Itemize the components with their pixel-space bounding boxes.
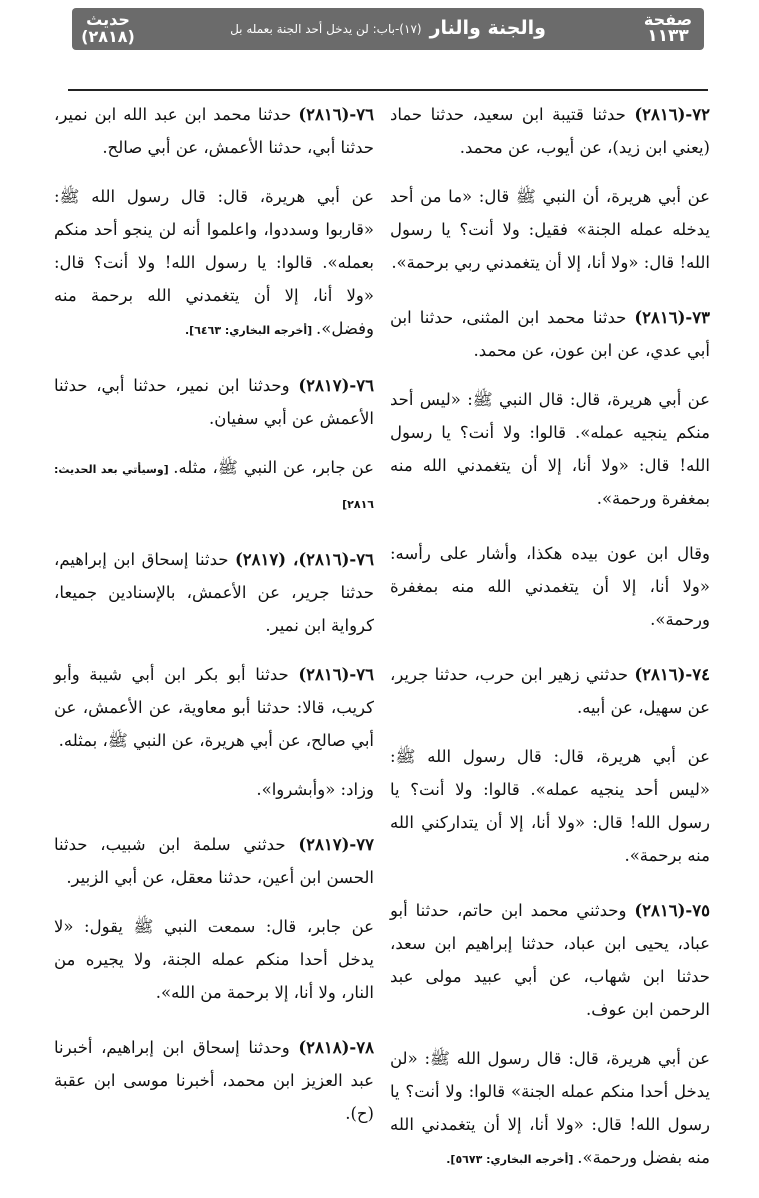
hadith-number: ٧٨-(٢٨١٨) [298, 1038, 374, 1057]
hadith-isnad [54, 543, 374, 642]
hadith-number-box [72, 12, 144, 46]
hadith-body: عن أبي هريرة، قال: قال رسول الله ﷺ: «قاربوا وسددوا، واعلموا أنه لن ينجو أحد منكم بعمله». قالوا: يا رسول الله! ولا أنت؟ قال: «ولا أنا، إلا أن يتغمدني الله برحمة منه وفضل». [54, 187, 374, 338]
page-number: ١١٣٣ [647, 26, 689, 47]
hadith-text [390, 180, 710, 279]
hadith-body: حدثنا قتيبة ابن سعيد، حدثنا حماد (يعني ابن زيد)، عن أيوب، عن محمد. [390, 105, 710, 157]
hadith-isnad [54, 828, 374, 894]
hadith-number: ٧٤-(٢٨١٦) [634, 665, 710, 684]
hadith-text [390, 537, 710, 636]
chapter-title: (١٧)-باب: لن يدخل أحد الجنة بعمله بل [230, 21, 422, 36]
hadith-number: ٧٦-(٢٨١٦)، (٢٨١٧) [234, 550, 375, 569]
hadith-body: حدثني سلمة ابن شبيب، حدثنا الحسن ابن أعين، حدثنا معقل، عن أبي الزبير. [54, 835, 374, 887]
hadith-text [54, 451, 374, 521]
hadith-text [54, 180, 374, 347]
hadith-text [390, 383, 710, 515]
right-column [390, 98, 710, 1198]
hadith-number: ٧٥-(٢٨١٦) [634, 901, 710, 920]
header-bar [72, 8, 704, 50]
hadith-body: عن أبي هريرة، أن النبي ﷺ قال: «ما من أحد يدخله عمله الجنة» فقيل: ولا أنت؟ يا رسول الله! قال: «ولا أنا، إلا أن يتغمدني ربي برحمة». [390, 187, 710, 272]
hadith-isnad [54, 98, 374, 164]
page-header [72, 8, 704, 88]
header-rule [68, 89, 708, 91]
hadith-body: وحدثني محمد ابن حاتم، حدثنا أبو عباد، يحيى ابن عباد، حدثنا إبراهيم ابن سعد، حدثنا ابن شهاب، عن أبي عبيد مولى عبد الرحمن ابن عوف. [390, 901, 710, 1019]
hadith-label: حديث [86, 10, 130, 30]
hadith-text [54, 910, 374, 1009]
hadith-body: حدثنا أبو بكر ابن أبي شيبة وأبو كريب، قالا: حدثنا أبو معاوية، عن الأعمش، عن أبي صالح، عن أبي هريرة، عن النبي ﷺ، بمثله. [54, 665, 374, 750]
page-label: صفحة [643, 9, 693, 29]
book-title: والجنة والنار [429, 17, 546, 40]
left-column [54, 98, 374, 1146]
hadith-body: وزاد: «وأبشروا». [256, 780, 374, 799]
hadith-number: (٢٨١٨) [81, 27, 135, 46]
source-note: [أخرجه البخاري: ٥٦٧٣]. [446, 1153, 578, 1166]
hadith-number: ٧٦-(٢٨١٦) [298, 665, 374, 684]
source-note: [وسيأتي بعد الحديث: ٢٨١٦] [54, 463, 374, 511]
hadith-isnad [54, 1031, 374, 1130]
hadith-body: حدثنا محمد ابن المثنى، حدثنا ابن أبي عدي، عن ابن عون، عن محمد. [390, 308, 710, 360]
header-titles [144, 19, 632, 39]
hadith-text [390, 1042, 710, 1176]
page-number-box [632, 9, 704, 47]
hadith-body: عن جابر، قال: سمعت النبي ﷺ يقول: «لا يدخل أحدا منكم عمله الجنة، ولا يجيره من النار، ولا أنا، إلا برحمة من الله». [54, 917, 374, 1002]
hadith-text [390, 740, 710, 872]
hadith-isnad [390, 301, 710, 367]
hadith-body: عن أبي هريرة، قال: قال رسول الله ﷺ: «ليس أحد ينجيه عمله». قالوا: ولا أنت؟ يا رسول الله! قال: «ولا أنا، إلا أن يتداركني الله منه برحمة». [390, 747, 710, 865]
hadith-isnad [390, 894, 710, 1026]
hadith-number: ٧٢-(٢٨١٦) [634, 105, 710, 124]
hadith-isnad [390, 658, 710, 724]
hadith-number: ٧٣-(٢٨١٦) [634, 308, 710, 327]
hadith-isnad [54, 369, 374, 435]
hadith-body: وقال ابن عون بيده هكذا، وأشار على رأسه: «ولا أنا، إلا أن يتغمدني الله منه بمغفرة ورحمة». [390, 544, 710, 629]
hadith-body: حدثنا إسحاق ابن إبراهيم، حدثنا جرير، عن الأعمش، بالإسنادين جميعا، كرواية ابن نمير. [54, 550, 374, 635]
hadith-body: عن أبي هريرة، قال: قال النبي ﷺ: «ليس أحد منكم ينجيه عمله». قالوا: ولا أنت؟ يا رسول الله! قال: «ولا أنا، إلا أن يتغمدني الله منه بمغفرة ورحمة». [390, 390, 710, 508]
hadith-number: ٧٦-(٢٨١٧) [298, 376, 374, 395]
hadith-body: حدثنا محمد ابن عبد الله ابن نمير، حدثنا أبي، حدثنا الأعمش، عن أبي صالح. [54, 105, 374, 157]
hadith-text [54, 773, 374, 806]
hadith-body: وحدثنا إسحاق ابن إبراهيم، أخبرنا عبد العزيز ابن محمد، أخبرنا موسى ابن عقبة (ح). [54, 1038, 374, 1123]
hadith-body: عن جابر، عن النبي ﷺ، مثله. [173, 458, 374, 477]
hadith-body: حدثني زهير ابن حرب، حدثنا جرير، عن سهيل، عن أبيه. [390, 665, 710, 717]
hadith-number: ٧٦-(٢٨١٦) [298, 105, 374, 124]
source-note: [أخرجه البخاري: ٦٤٦٣]. [185, 324, 316, 337]
hadith-isnad [390, 98, 710, 164]
hadith-isnad [54, 658, 374, 757]
hadith-body: وحدثنا ابن نمير، حدثنا أبي، حدثنا الأعمش عن أبي سفيان. [54, 376, 374, 428]
hadith-body: عن أبي هريرة، قال: قال رسول الله ﷺ: «لن يدخل أحدا منكم عمله الجنة» قالوا: ولا أنت؟ يا رسول الله! قال: «ولا أنا، إلا أن يتغمدني الله منه بفضل ورحمة». [390, 1049, 710, 1167]
hadith-number: ٧٧-(٢٨١٧) [298, 835, 374, 854]
